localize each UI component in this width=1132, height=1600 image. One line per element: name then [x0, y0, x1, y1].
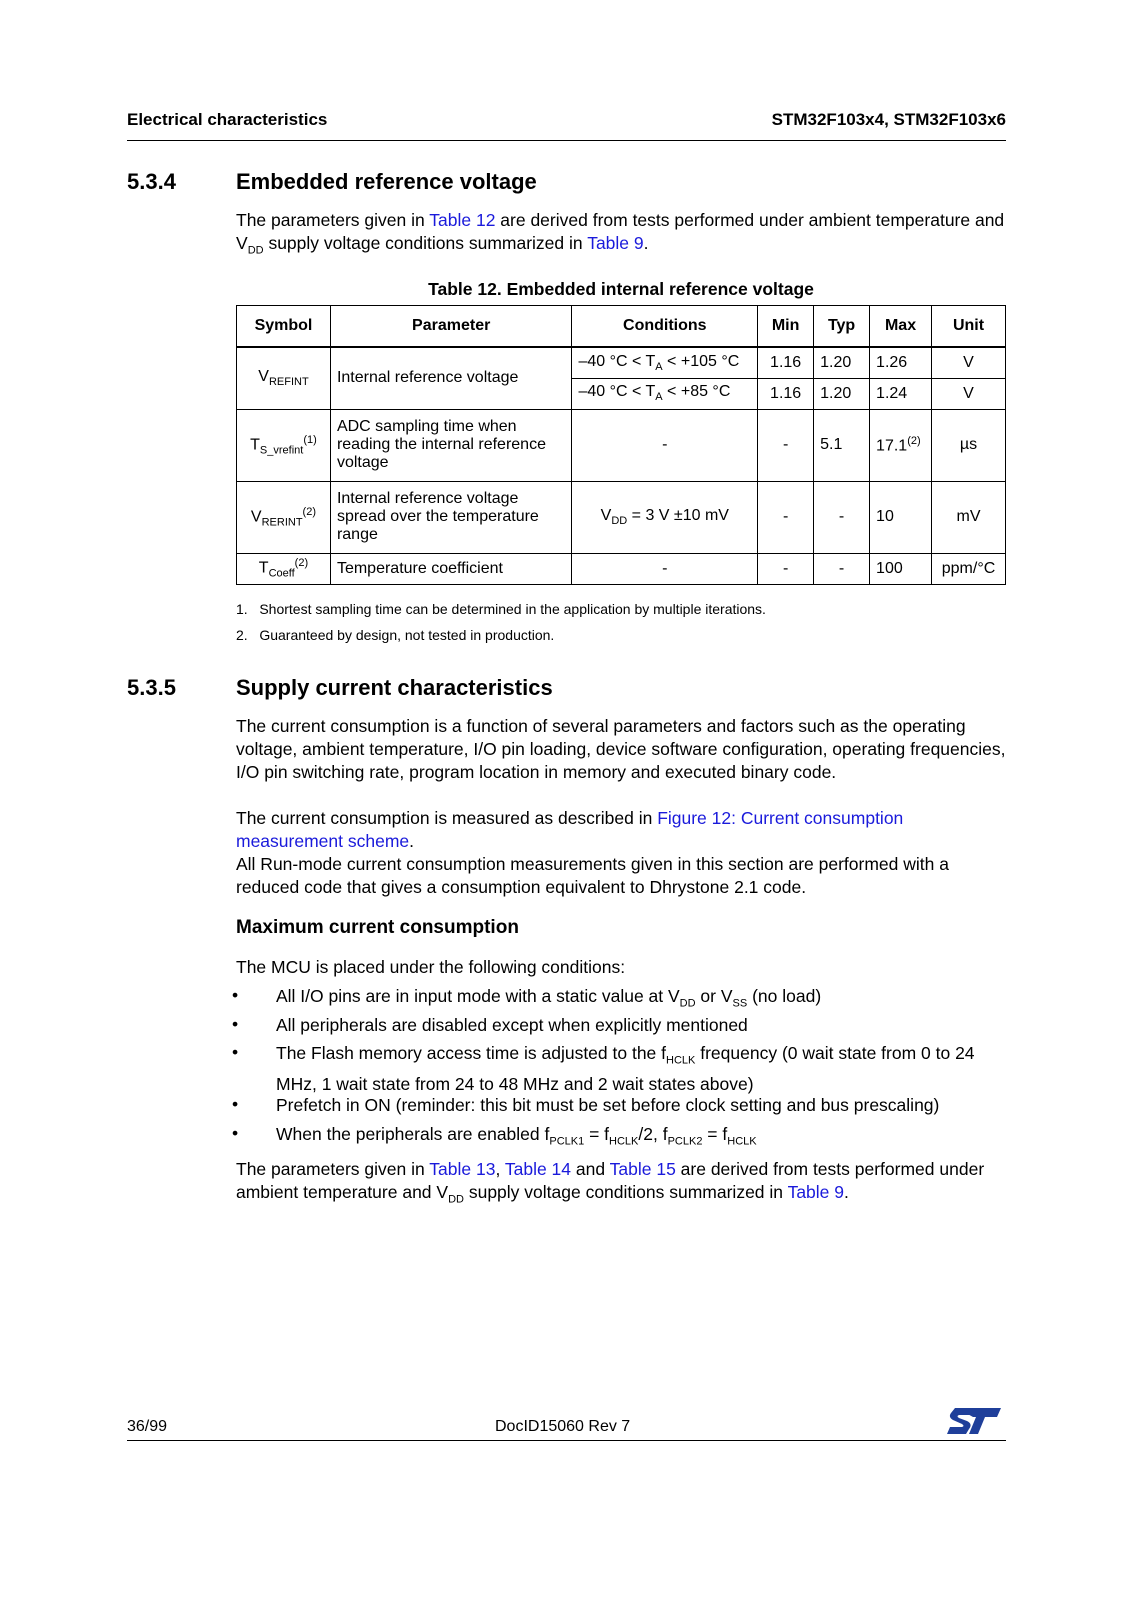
table-row	[237, 481, 1006, 553]
doc-id: DocID15060 Rev 7	[495, 1418, 631, 1435]
paragraph: The MCU is placed under the following conditions:	[236, 957, 626, 977]
parameter-cell: Temperature coefficient	[330, 553, 572, 584]
typ-cell: -	[814, 553, 870, 584]
conditions-cell: -	[572, 553, 758, 584]
min-cell: 1.16	[758, 347, 814, 378]
parameter-cell: Internal reference voltage	[330, 347, 572, 409]
min-cell: -	[758, 481, 814, 553]
intro-paragraph: The parameters given in Table 12 are derived from tests performed under ambient temperature and $V_{DD}$ supply voltage conditions summarized in Table 9.	[236, 210, 1005, 257]
table-footnote: 1. Shortest sampling time can be determined in the application by multiple iterations.	[236, 601, 766, 617]
reference-voltage-table	[236, 305, 1006, 585]
section-title: Embedded reference voltage	[236, 169, 537, 194]
typ-cell: 1.20	[814, 347, 870, 378]
symbol-cell: $T_{Coeff}^{(2)}$	[237, 553, 331, 584]
col-unit: Unit	[932, 306, 1006, 348]
section-number: 5.3.5	[127, 675, 176, 700]
symbol-cell: $T_{S\_vrefint}^{(1)}$	[237, 409, 331, 481]
unit-cell: V	[932, 378, 1006, 409]
bullet-glyph: •	[232, 1042, 239, 1062]
table-caption: Table 12. Embedded internal reference voltage	[428, 279, 814, 299]
subheading: Maximum current consumption	[236, 917, 519, 938]
unit-cell: ppm/°C	[932, 553, 1006, 584]
table-9-link[interactable]: Table 9	[787, 1182, 845, 1202]
max-cell: 100	[870, 553, 932, 584]
table-row	[237, 553, 1006, 584]
conditions-cell: –40 $^\circ C < T_A < +85$ °C	[572, 378, 758, 409]
conditions-cell: -	[572, 409, 758, 481]
unit-cell: µs	[932, 409, 1006, 481]
min-cell: 1.16	[758, 378, 814, 409]
paragraph: The current consumption is measured as described in Figure 12: Current consumption measurement scheme.	[236, 808, 904, 851]
paragraph: All Run-mode current consumption measurements given in this section are performed with a reduced code that gives a consumption equivalent to Dhrystone 2.1 code.	[236, 854, 949, 897]
header-section-title: Electrical characteristics	[127, 110, 328, 129]
unit-cell: V	[932, 347, 1006, 378]
page-number: 36/99	[127, 1418, 168, 1435]
min-cell: -	[758, 553, 814, 584]
bullet-glyph: •	[232, 1094, 239, 1114]
typ-cell: 1.20	[814, 378, 870, 409]
conditions-cell: –40 $^\circ C < T_A < +105$ °C	[572, 347, 758, 378]
figure-12-link[interactable]: Figure 12: Current consumption measurement scheme	[236, 808, 904, 851]
section-number: 5.3.4	[127, 169, 176, 194]
parameter-cell: ADC sampling time when reading the internal reference voltage	[330, 409, 572, 481]
bullet-item: Prefetch in ON (reminder: this bit must be set before clock setting and bus prescaling)	[276, 1095, 940, 1115]
col-symbol: Symbol	[237, 306, 331, 348]
col-typ: Typ	[814, 306, 870, 348]
unit-cell: mV	[932, 481, 1006, 553]
section-title: Supply current characteristics	[236, 675, 553, 700]
table-12-link[interactable]: Table 12	[429, 210, 496, 230]
table-row	[237, 347, 1006, 378]
max-cell: 17.1$^{(2)}$	[870, 409, 932, 481]
paragraph: The parameters given in Table 13, Table 14 and Table 15 are derived from tests performed under ambient temperature and $V_{DD}$ supply voltage conditions summarized in Table 9.	[236, 1159, 985, 1206]
max-cell: 10	[870, 481, 932, 553]
typ-cell: 5.1	[814, 409, 870, 481]
st-logo	[945, 1405, 1003, 1437]
symbol-cell: $V_{REFINT}$	[237, 347, 331, 409]
bullet-item: When the peripherals are enabled $f_{PCLK1} = f_{HCLK}/2$, $f_{PCLK2} = f_{HCLK}$	[276, 1124, 757, 1148]
table-9-link[interactable]: Table 9	[587, 233, 644, 253]
table-header-row	[237, 306, 1006, 348]
table-15-link[interactable]: Table 15	[609, 1159, 676, 1179]
table-14-link[interactable]: Table 14	[504, 1159, 572, 1179]
col-parameter: Parameter	[330, 306, 572, 348]
max-cell: 1.24	[870, 378, 932, 409]
conditions-cell: $V_{DD} = 3$ V ±10 mV	[572, 481, 758, 553]
min-cell: -	[758, 409, 814, 481]
bullet-item: All I/O pins are in input mode with a static value at $V_{DD}$ or $V_{SS}$ (no load)	[276, 986, 822, 1010]
col-min: Min	[758, 306, 814, 348]
header-rule	[127, 140, 1006, 141]
bullet-item: The Flash memory access time is adjusted to the $f_{HCLK}$ frequency (0 wait state from 0 to 24 MHz, 1 wait state from 24 to 48 MHz and 2 wait states above)	[276, 1043, 975, 1094]
max-cell: 1.26	[870, 347, 932, 378]
header-part-number: STM32F103x4, STM32F103x6	[771, 110, 1006, 129]
footer-rule	[127, 1440, 1006, 1441]
col-conditions: Conditions	[572, 306, 758, 348]
st-logo-icon	[945, 1405, 1003, 1437]
bullet-glyph: •	[232, 1014, 239, 1034]
paragraph: The current consumption is a function of several parameters and factors such as the operating voltage, ambient temperature, I/O pin loading, device software configuration, operating frequencies, I/O pin switching rate, program location in memory and executed binary code.	[236, 716, 1006, 782]
bullet-glyph: •	[232, 1123, 239, 1143]
col-max: Max	[870, 306, 932, 348]
bullet-glyph: •	[232, 985, 239, 1005]
table-row	[237, 409, 1006, 481]
symbol-cell: $V_{RERINT}^{(2)}$	[237, 481, 331, 553]
bullet-item: All peripherals are disabled except when explicitly mentioned	[276, 1015, 748, 1035]
typ-cell: -	[814, 481, 870, 553]
table-13-link[interactable]: Table 13	[429, 1159, 496, 1179]
table-footnote: 2. Guaranteed by design, not tested in production.	[236, 627, 555, 643]
parameter-cell: Internal reference voltage spread over the temperature range	[330, 481, 572, 553]
